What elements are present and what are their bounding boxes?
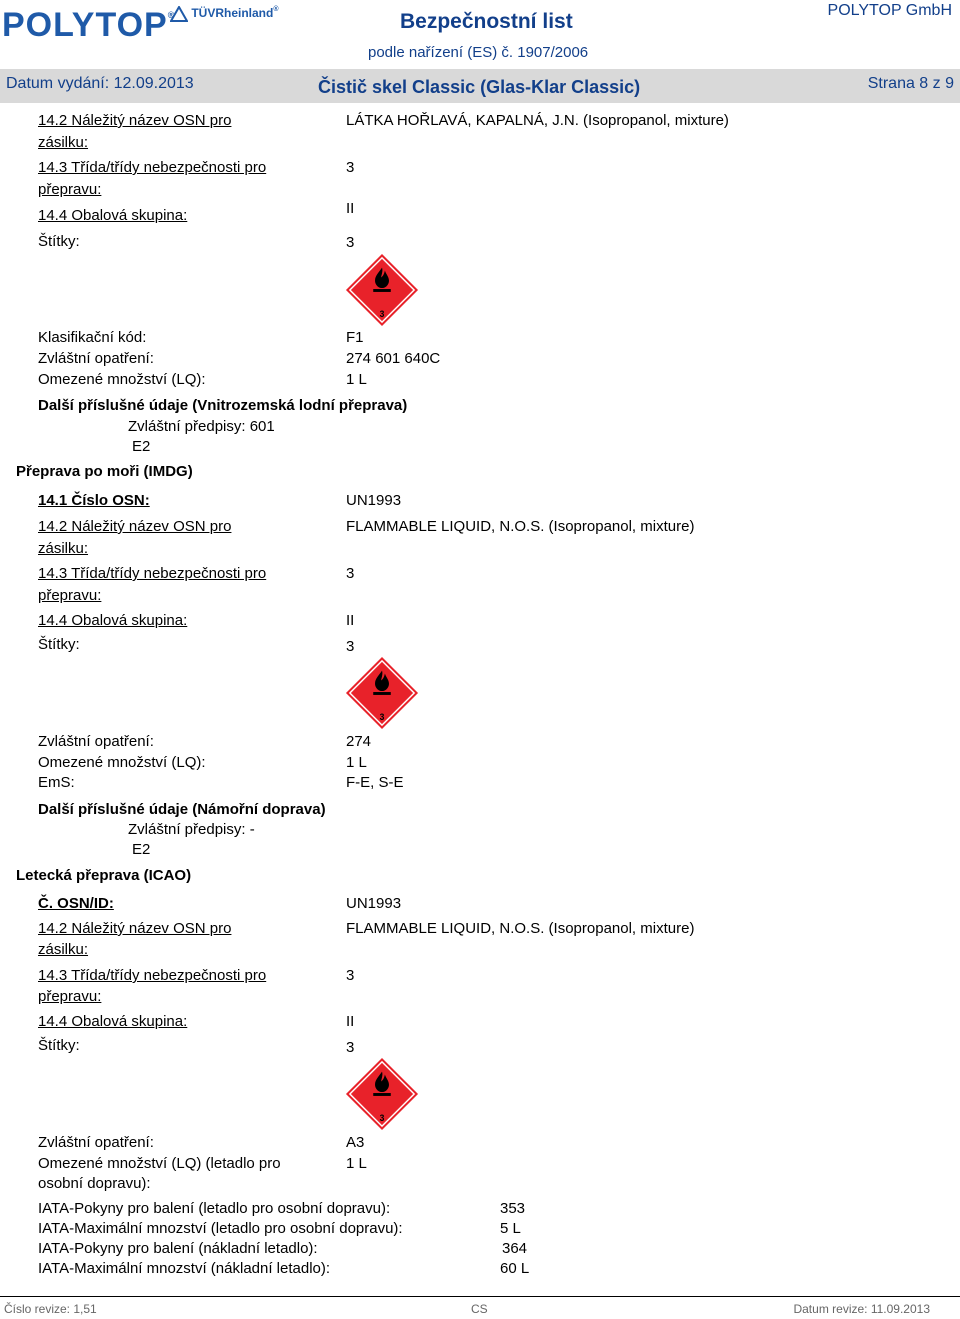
icao-flame-pictogram	[345, 1057, 419, 1136]
imdg-pictogram-number: 3	[379, 712, 385, 723]
imdg-other-line2: E2	[132, 841, 151, 858]
imdg-ems-label: EmS:	[38, 774, 75, 791]
adn-class-value: 3	[346, 159, 355, 176]
adn-special-label: Zvláštní opatření:	[38, 350, 154, 367]
icao-heading: Letecká přeprava (ICAO)	[16, 867, 192, 884]
adn-other-heading: Další příslušné údaje (Vnitrozemská lodní přeprava)	[38, 397, 408, 414]
adn-name-value: LÁTKA HOŘLAVÁ, KAPALNÁ, J.N. (Isopropanol, mixture)	[346, 112, 729, 129]
icao-labels-label: Štítky:	[38, 1037, 80, 1054]
icao-name-label-2: zásilku:	[38, 941, 89, 958]
adn-code-label: Klasifikační kód:	[38, 329, 147, 346]
imdg-group-value: II	[346, 612, 355, 629]
imdg-special-label: Zvláštní opatření:	[38, 733, 154, 750]
revision-date: Datum revize: 11.09.2013	[793, 1302, 930, 1316]
adn-class-label-1: 14.3 Třída/třídy nebezpečnosti pro	[38, 159, 267, 176]
imdg-name-label-1: 14.2 Náležitý název OSN pro	[38, 518, 232, 535]
iata-row-label: IATA-Maximální mnozství (nákladní letadlo):	[38, 1260, 331, 1277]
product-name: Čistič skel Classic (Glas-Klar Classic)	[318, 77, 641, 97]
tuv-triangle-icon	[170, 6, 188, 22]
iata-row-value: 60 L	[500, 1260, 530, 1277]
tuv-logo: TÜVRheinland®	[170, 6, 279, 22]
adn-labels-value: 3	[346, 234, 355, 251]
imdg-special-value: 274	[346, 733, 372, 750]
imdg-ems-value: F-E, S-E	[346, 774, 404, 791]
adn-lq-label: Omezené množství (LQ):	[38, 371, 206, 388]
icao-class-label-2: přepravu:	[38, 988, 102, 1005]
icao-special-value: A3	[346, 1134, 365, 1151]
company-name: POLYTOP GmbH	[827, 2, 952, 19]
adn-name-label-2: zásilku:	[38, 134, 89, 151]
imdg-un-label: 14.1 Číslo OSN:	[38, 492, 150, 509]
icao-class-label-1: 14.3 Třída/třídy nebezpečnosti pro	[38, 967, 267, 984]
icao-un-value: UN1993	[346, 895, 402, 912]
icao-lq-label-1: Omezené množství (LQ) (letadlo pro	[38, 1155, 281, 1172]
icao-pictogram-number: 3	[379, 1113, 385, 1124]
issue-date: Datum vydání: 12.09.2013	[6, 75, 194, 92]
icao-labels-value: 3	[346, 1039, 355, 1056]
imdg-other-heading: Další příslušné údaje (Námořní doprava)	[38, 801, 326, 818]
adn-other-line1: Zvláštní předpisy: 601	[128, 418, 275, 435]
document-title: Bezpečnostní list	[400, 10, 573, 33]
icao-un-label: Č. OSN/ID:	[38, 895, 114, 912]
imdg-name-label-2: zásilku:	[38, 540, 89, 557]
document-subtitle: podle nařízení (ES) č. 1907/2006	[368, 44, 589, 61]
adn-labels-label: Štítky:	[38, 233, 80, 250]
icao-class-value: 3	[346, 967, 355, 984]
adn-class-label-2: přepravu:	[38, 181, 102, 198]
icao-lq-value: 1 L	[346, 1155, 367, 1172]
imdg-group-label: 14.4 Obalová skupina:	[38, 612, 188, 629]
icao-name-label-1: 14.2 Náležitý název OSN pro	[38, 920, 232, 937]
adn-other-line2: E2	[132, 438, 151, 455]
flame-diamond-icon	[345, 253, 419, 327]
footer-divider	[0, 1296, 960, 1297]
icao-name-value: FLAMMABLE LIQUID, N.O.S. (Isopropanol, mixture)	[346, 920, 695, 937]
iata-row-value: 353	[500, 1200, 526, 1217]
flame-diamond-icon	[345, 1057, 419, 1131]
adn-flame-pictogram	[345, 253, 419, 332]
adn-group-value: II	[346, 200, 355, 217]
language-code: CS	[471, 1302, 488, 1316]
iata-row-label: IATA-Pokyny pro balení (nákladní letadlo):	[38, 1240, 318, 1257]
adn-name-label-1: 14.2 Náležitý název OSN pro	[38, 112, 232, 129]
imdg-class-label-2: přepravu:	[38, 587, 102, 604]
imdg-flame-pictogram	[345, 656, 419, 735]
page-number: Strana 8 z 9	[867, 75, 954, 92]
adn-lq-value: 1 L	[346, 371, 367, 388]
imdg-un-value: UN1993	[346, 492, 402, 509]
imdg-labels-label: Štítky:	[38, 636, 80, 653]
icao-group-label: 14.4 Obalová skupina:	[38, 1013, 188, 1030]
imdg-heading: Přeprava po moři (IMDG)	[16, 463, 193, 480]
imdg-class-value: 3	[346, 565, 355, 582]
imdg-other-line1: Zvláštní předpisy: -	[128, 821, 255, 838]
iata-row-value: 5 L	[500, 1220, 521, 1237]
adn-group-label: 14.4 Obalová skupina:	[38, 207, 188, 224]
imdg-name-value: FLAMMABLE LIQUID, N.O.S. (Isopropanol, mixture)	[346, 518, 695, 535]
polytop-logo: POLYTOP®	[2, 6, 176, 44]
imdg-lq-label: Omezené množství (LQ):	[38, 754, 206, 771]
iata-row-value: 364	[502, 1240, 528, 1257]
iata-row-label: IATA-Pokyny pro balení (letadlo pro osobní dopravu):	[38, 1200, 391, 1217]
imdg-lq-value: 1 L	[346, 754, 367, 771]
adn-pictogram-number: 3	[379, 309, 385, 320]
icao-lq-label-2: osobní dopravu):	[38, 1175, 151, 1192]
imdg-class-label-1: 14.3 Třída/třídy nebezpečnosti pro	[38, 565, 267, 582]
adn-code-value: F1	[346, 329, 364, 346]
imdg-labels-value: 3	[346, 638, 355, 655]
icao-special-label: Zvláštní opatření:	[38, 1134, 154, 1151]
iata-row-label: IATA-Maximální mnozství (letadlo pro osobní dopravu):	[38, 1220, 403, 1237]
adn-special-value: 274 601 640C	[346, 350, 441, 367]
icao-group-value: II	[346, 1013, 355, 1030]
revision-number: Číslo revize: 1,51	[4, 1302, 97, 1316]
flame-diamond-icon	[345, 656, 419, 730]
